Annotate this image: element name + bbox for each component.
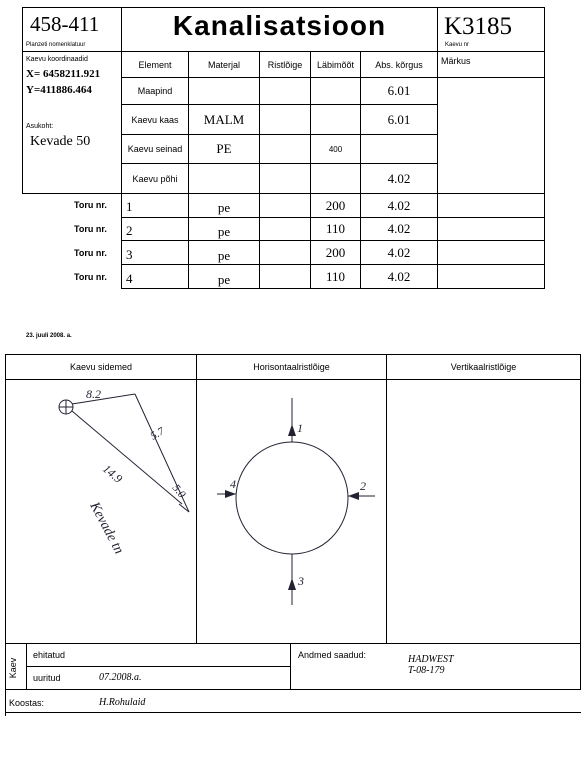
pipe-label: Toru nr. xyxy=(74,224,107,234)
y-coordinate: Y=411886.464 xyxy=(26,84,92,96)
pipe-arrow-label: 4 xyxy=(230,477,236,491)
location-value: Kevade 50 xyxy=(30,134,91,149)
connections-sketch xyxy=(6,380,196,610)
pipe-material: pe xyxy=(217,223,231,239)
pipe-nr: 4 xyxy=(126,271,133,286)
x-coordinate: X= 6458211.921 xyxy=(26,68,101,80)
pipe-height: 4.02 xyxy=(387,197,411,213)
measured-value: 07.2008.a. xyxy=(99,672,142,683)
row-height: 4.02 xyxy=(387,170,411,186)
pipe-arrow-label: 2 xyxy=(360,479,366,493)
pipe-diameter: 200 xyxy=(325,197,346,213)
row-material: MALM xyxy=(203,111,245,127)
data-source-value: HADWEST xyxy=(408,654,454,665)
row-element: Kaevu kaas xyxy=(131,114,179,125)
col-header-abs-height: Abs. kõrgus xyxy=(375,59,423,70)
well-number: K3185 xyxy=(444,13,513,40)
section-header-connections: Kaevu sidemed xyxy=(69,362,133,372)
col-header-element: Element xyxy=(138,59,172,70)
pipe-arrow-label: 1 xyxy=(297,421,303,435)
pipe-diameter: 110 xyxy=(325,268,346,284)
horizontal-cross-section xyxy=(197,380,386,610)
page-title: Kanalisatsioon xyxy=(172,10,387,41)
dimension-label: 5.7 xyxy=(148,425,167,443)
row-diameter: 400 xyxy=(328,144,343,154)
arrow-icon xyxy=(288,424,296,436)
dimension-label: 14.9 xyxy=(100,461,126,486)
row-height: 6.01 xyxy=(387,111,411,127)
col-header-notes: Märkus xyxy=(441,56,471,66)
pipe-material: pe xyxy=(217,247,231,263)
row-height: 6.01 xyxy=(387,83,411,98)
pipe-diameter: 110 xyxy=(325,221,346,236)
pipe-nr: 3 xyxy=(126,247,133,262)
well-label: Kaevu nr xyxy=(445,42,470,48)
kaev-label: Kaev xyxy=(8,657,18,679)
arrow-icon xyxy=(288,578,296,590)
pipe-diameter: 200 xyxy=(325,244,346,260)
pipe-material: pe xyxy=(217,271,231,287)
location-label: Asukoht: xyxy=(26,123,54,130)
street-label: Kevade tn xyxy=(86,499,127,557)
dimension-label: 8.2 xyxy=(86,387,101,401)
row-element: Kaevu seinad xyxy=(127,144,183,154)
coordinates-label: Kaevu koordinaadid xyxy=(26,56,88,63)
arrow-icon xyxy=(225,490,236,498)
pipe-material: pe xyxy=(217,199,231,215)
pipe-height: 4.02 xyxy=(387,244,411,260)
pipe-arrow-label: 3 xyxy=(298,574,304,588)
dimension-label: 5.0 xyxy=(169,482,188,501)
pipe-nr: 2 xyxy=(126,223,133,238)
data-source-code: T-08-179 xyxy=(408,665,445,676)
pipe-label: Toru nr. xyxy=(74,248,107,258)
row-material: PE xyxy=(216,141,232,156)
col-header-diameter: Läbimõõt xyxy=(316,59,355,70)
well-circle xyxy=(236,442,348,554)
section-header-horizontal: Horisontaalristlõige xyxy=(253,362,330,372)
col-header-material: Materjal xyxy=(207,59,240,70)
compiled-value: H.Rohulaid xyxy=(99,697,146,708)
pipe-height: 4.02 xyxy=(387,268,411,284)
pipe-label: Toru nr. xyxy=(74,200,107,210)
built-label: ehitatud xyxy=(33,650,66,660)
pipe-height: 4.02 xyxy=(387,221,411,236)
col-header-cross-section: Ristlõige xyxy=(267,59,303,70)
sheet-label: Planzeti nomenklatuur xyxy=(26,42,86,48)
pipe-nr: 1 xyxy=(126,199,133,214)
sheet-number: 458-411 xyxy=(30,12,100,36)
row-element: Maapind xyxy=(137,86,173,96)
date-text: 23. juuli 2008. a. xyxy=(26,333,72,339)
section-header-vertical: Vertikaalristlõige xyxy=(450,362,517,372)
row-element: Kaevu põhi xyxy=(132,173,178,184)
data-source-label: Andmed saadud: xyxy=(298,650,367,660)
arrow-icon xyxy=(348,492,359,500)
measured-label: uuritud xyxy=(33,673,61,683)
pipe-label: Toru nr. xyxy=(74,272,107,282)
compiled-label: Koostas: xyxy=(9,698,45,708)
